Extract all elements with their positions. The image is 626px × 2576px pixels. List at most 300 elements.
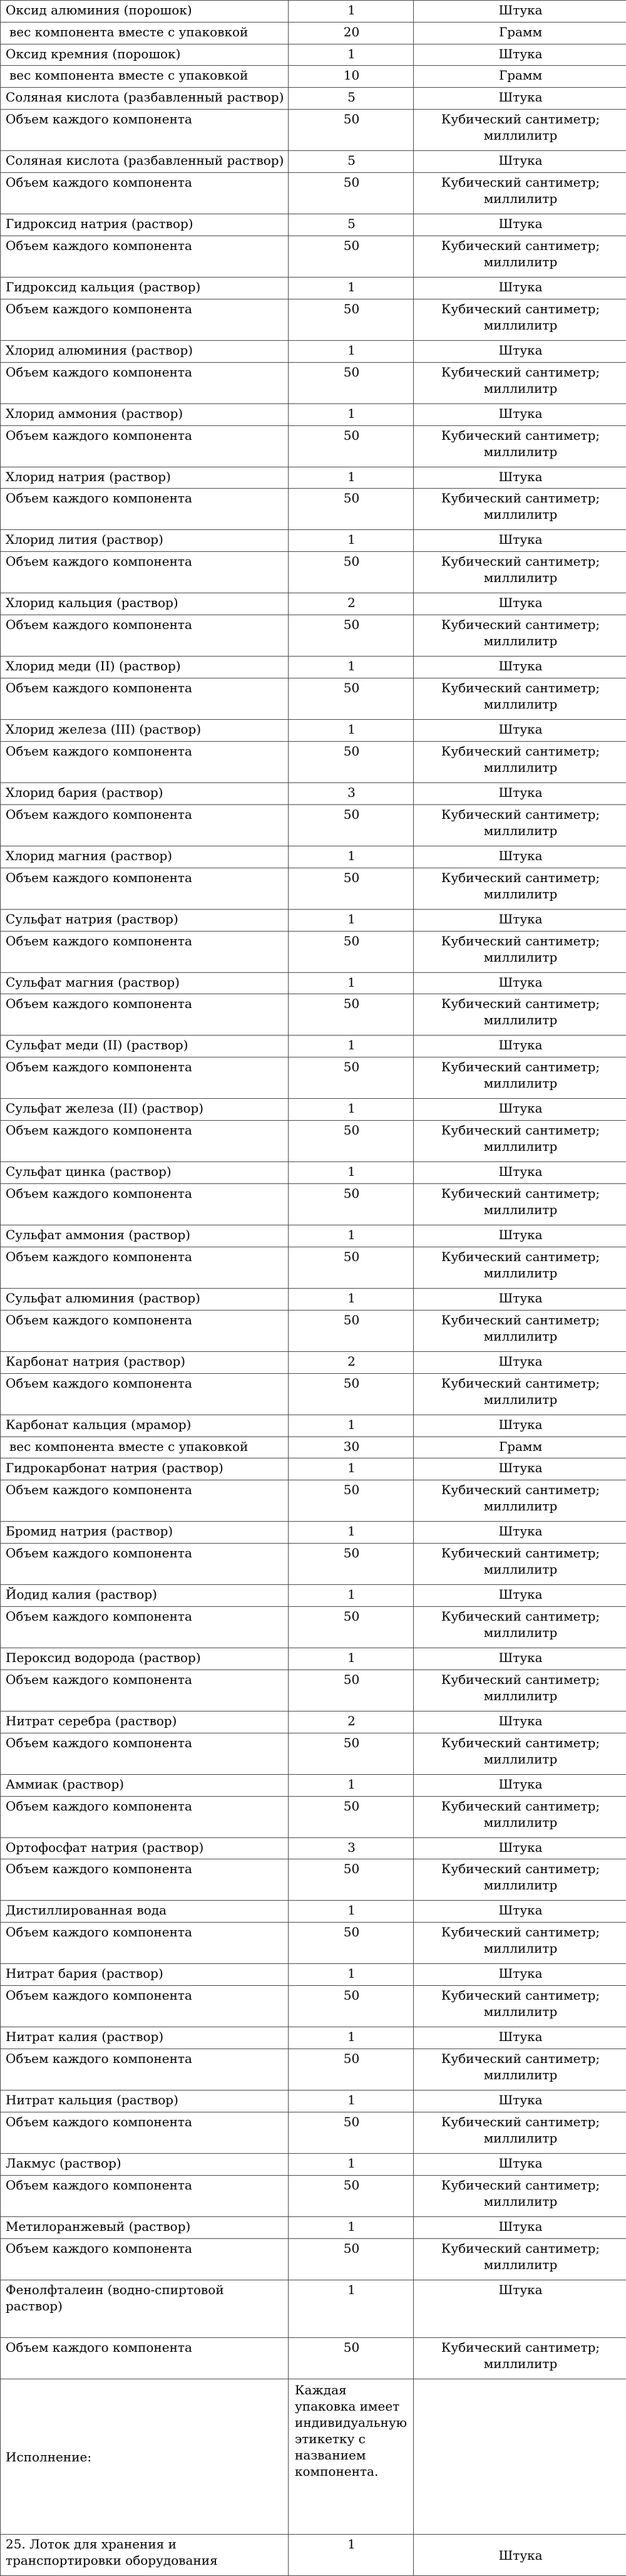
table-row xyxy=(1,1986,626,2027)
unit-cell: Кубический сантиметр; миллилитр xyxy=(414,425,626,467)
unit-cell: Кубический сантиметр; миллилитр xyxy=(414,2112,626,2153)
table-row xyxy=(1,1162,626,1184)
quantity-cell: 50 xyxy=(289,1670,414,1711)
table-row xyxy=(1,1057,626,1099)
quantity-cell: 1 xyxy=(289,972,414,994)
quantity-cell: 1 xyxy=(289,1458,414,1480)
component-name-cell: Объем каждого компонента xyxy=(1,489,289,530)
table-row xyxy=(1,362,626,403)
quantity-cell: 50 xyxy=(289,741,414,782)
table-row xyxy=(1,425,626,467)
unit-cell: Штука xyxy=(414,2027,626,2049)
table-row xyxy=(1,846,626,868)
component-name-cell: Объем каждого компонента xyxy=(1,1121,289,1162)
component-name-cell: Объем каждого компонента xyxy=(1,1923,289,1964)
component-name-cell: Объем каждого компонента xyxy=(1,236,289,277)
unit-cell: Штука xyxy=(414,151,626,173)
quantity-cell: 1 xyxy=(289,2090,414,2112)
quantity-cell: 1 xyxy=(289,909,414,931)
quantity-cell: 50 xyxy=(289,1184,414,1225)
unit-cell: Кубический сантиметр; миллилитр xyxy=(414,868,626,909)
component-name-cell: Объем каждого компонента xyxy=(1,741,289,782)
table-row xyxy=(1,22,626,44)
table-row xyxy=(1,530,626,552)
component-name-cell: Объем каждого компонента xyxy=(1,2175,289,2216)
unit-cell: Штука xyxy=(414,2280,626,2337)
component-name-cell: Объем каждого компонента xyxy=(1,1310,289,1351)
quantity-cell: 1 xyxy=(289,1225,414,1247)
component-name-cell: Объем каждого компонента xyxy=(1,1859,289,1901)
unit-cell: Кубический сантиметр; миллилитр xyxy=(414,173,626,214)
unit-cell: Кубический сантиметр; миллилитр xyxy=(414,299,626,340)
unit-cell: Кубический сантиметр; миллилитр xyxy=(414,994,626,1036)
unit-cell: Штука xyxy=(414,2534,626,2575)
table-row xyxy=(1,1733,626,1774)
component-name-cell: Метилоранжевый (раствор) xyxy=(1,2216,289,2238)
component-name-cell: Исполнение: xyxy=(1,2379,289,2534)
component-name-cell: вес компонента вместе с упаковкой xyxy=(1,66,289,88)
quantity-cell: 50 xyxy=(289,1480,414,1522)
unit-cell: Кубический сантиметр; миллилитр xyxy=(414,2175,626,2216)
unit-cell: Штука xyxy=(414,88,626,110)
table-row xyxy=(1,552,626,593)
unit-cell: Кубический сантиметр; миллилитр xyxy=(414,552,626,593)
component-name-cell: Гидроксид кальция (раствор) xyxy=(1,277,289,299)
component-name-cell: Объем каждого компонента xyxy=(1,1247,289,1288)
component-name-cell: Хлорид аммония (раствор) xyxy=(1,403,289,425)
component-name-cell: Объем каждого компонента xyxy=(1,2112,289,2153)
quantity-cell: 1 xyxy=(289,1162,414,1184)
table-row xyxy=(1,804,626,846)
table-row xyxy=(1,720,626,742)
table-row xyxy=(1,2238,626,2280)
table-row xyxy=(1,615,626,657)
quantity-cell: 2 xyxy=(289,593,414,615)
component-name-cell: Объем каждого компонента xyxy=(1,678,289,720)
table-row xyxy=(1,1774,626,1796)
component-name-cell: Гидрокарбонат натрия (раствор) xyxy=(1,1458,289,1480)
unit-cell: Штука xyxy=(414,593,626,615)
quantity-cell: 1 xyxy=(289,1415,414,1436)
component-name-cell: Объем каждого компонента xyxy=(1,615,289,657)
unit-cell: Штука xyxy=(414,1036,626,1057)
quantity-cell: 1 xyxy=(289,1648,414,1670)
quantity-cell: 50 xyxy=(289,1733,414,1774)
unit-cell: Кубический сантиметр; миллилитр xyxy=(414,1606,626,1648)
quantity-cell: 30 xyxy=(289,1436,414,1458)
unit-cell: Штука xyxy=(414,530,626,552)
quantity-cell: 50 xyxy=(289,1057,414,1099)
unit-cell: Кубический сантиметр; миллилитр xyxy=(414,1986,626,2027)
quantity-cell: 2 xyxy=(289,1711,414,1733)
component-name-cell: Нитрат кальция (раствор) xyxy=(1,2090,289,2112)
quantity-cell: 1 xyxy=(289,1774,414,1796)
table-row xyxy=(1,110,626,151)
table-row xyxy=(1,1373,626,1415)
table-row xyxy=(1,2153,626,2175)
table-row xyxy=(1,1522,626,1544)
unit-cell: Штука xyxy=(414,909,626,931)
unit-cell: Кубический сантиметр; миллилитр xyxy=(414,362,626,403)
quantity-cell: 3 xyxy=(289,1837,414,1859)
quantity-cell: 50 xyxy=(289,994,414,1036)
table-row xyxy=(1,299,626,340)
table-row xyxy=(1,1796,626,1837)
table-row xyxy=(1,931,626,972)
component-name-cell: Сульфат алюминия (раствор) xyxy=(1,1288,289,1310)
quantity-cell: 50 xyxy=(289,1121,414,1162)
quantity-cell: 3 xyxy=(289,782,414,804)
quantity-cell: 50 xyxy=(289,931,414,972)
component-name-cell: Йодид калия (раствор) xyxy=(1,1585,289,1607)
unit-cell: Кубический сантиметр; миллилитр xyxy=(414,2238,626,2280)
table-row xyxy=(1,214,626,236)
table-row xyxy=(1,2112,626,2153)
quantity-cell: 50 xyxy=(289,173,414,214)
table-row xyxy=(1,1351,626,1373)
specification-table-body xyxy=(1,1,626,2576)
unit-cell: Кубический сантиметр; миллилитр xyxy=(414,1733,626,1774)
table-row xyxy=(1,2280,626,2337)
table-row xyxy=(1,489,626,530)
quantity-cell: 1 xyxy=(289,1901,414,1923)
component-name-cell: Объем каждого компонента xyxy=(1,110,289,151)
unit-cell: Штука xyxy=(414,1964,626,1986)
unit-cell: Кубический сантиметр; миллилитр xyxy=(414,1373,626,1415)
table-row xyxy=(1,678,626,720)
quantity-cell: 1 xyxy=(289,467,414,489)
quantity-cell: 50 xyxy=(289,678,414,720)
quantity-cell: 50 xyxy=(289,1923,414,1964)
quantity-cell: 50 xyxy=(289,2175,414,2216)
component-name-cell: Объем каждого компонента xyxy=(1,2338,289,2379)
table-row xyxy=(1,1458,626,1480)
unit-cell: Штука xyxy=(414,277,626,299)
quantity-cell: 1 xyxy=(289,2027,414,2049)
component-name-cell: Хлорид бария (раствор) xyxy=(1,782,289,804)
table-row xyxy=(1,868,626,909)
table-row xyxy=(1,2027,626,2049)
unit-cell: Штука xyxy=(414,2090,626,2112)
quantity-cell: 50 xyxy=(289,552,414,593)
unit-cell: Грамм xyxy=(414,22,626,44)
component-name-cell: Соляная кислота (разбавленный раствор) xyxy=(1,88,289,110)
unit-cell: Грамм xyxy=(414,1436,626,1458)
quantity-cell: 50 xyxy=(289,1859,414,1901)
quantity-cell: 50 xyxy=(289,2338,414,2379)
quantity-cell: 5 xyxy=(289,214,414,236)
table-row xyxy=(1,1606,626,1648)
unit-cell: Кубический сантиметр; миллилитр xyxy=(414,1544,626,1585)
component-name-cell: Объем каждого компонента xyxy=(1,299,289,340)
unit-cell: Штука xyxy=(414,340,626,362)
component-name-cell: Хлорид натрия (раствор) xyxy=(1,467,289,489)
table-row xyxy=(1,1099,626,1121)
quantity-cell: 50 xyxy=(289,615,414,657)
table-row xyxy=(1,593,626,615)
quantity-cell: 50 xyxy=(289,2112,414,2153)
component-name-cell: Хлорид кальция (раствор) xyxy=(1,593,289,615)
table-row xyxy=(1,2216,626,2238)
table-row xyxy=(1,1225,626,1247)
quantity-cell: 1 xyxy=(289,2280,414,2337)
component-name-cell: Объем каждого компонента xyxy=(1,1606,289,1648)
quantity-cell: 1 xyxy=(289,1585,414,1607)
table-row xyxy=(1,403,626,425)
unit-cell: Штука xyxy=(414,1458,626,1480)
component-name-cell: Объем каждого компонента xyxy=(1,552,289,593)
unit-cell: Штука xyxy=(414,657,626,678)
unit-cell: Кубический сантиметр; миллилитр xyxy=(414,1796,626,1837)
quantity-cell: 1 xyxy=(289,2216,414,2238)
quantity-cell: 50 xyxy=(289,2049,414,2090)
quantity-cell: 1 xyxy=(289,1036,414,1057)
component-name-cell: Хлорид алюминия (раствор) xyxy=(1,340,289,362)
table-row xyxy=(1,1648,626,1670)
unit-cell: Кубический сантиметр; миллилитр xyxy=(414,1247,626,1288)
quantity-cell: 1 xyxy=(289,1522,414,1544)
component-name-cell: Лакмус (раствор) xyxy=(1,2153,289,2175)
component-name-cell: Объем каждого компонента xyxy=(1,1184,289,1225)
component-name-cell: Сульфат меди (II) (раствор) xyxy=(1,1036,289,1057)
quantity-cell: 1 xyxy=(289,44,414,66)
table-row xyxy=(1,1859,626,1901)
quantity-cell: 50 xyxy=(289,1796,414,1837)
table-row xyxy=(1,2338,626,2379)
unit-cell: Штука xyxy=(414,1837,626,1859)
quantity-cell: 5 xyxy=(289,151,414,173)
table-row xyxy=(1,909,626,931)
table-row xyxy=(1,173,626,214)
unit-cell: Кубический сантиметр; миллилитр xyxy=(414,110,626,151)
quantity-cell: 1 xyxy=(289,846,414,868)
quantity-cell: 2 xyxy=(289,1351,414,1373)
unit-cell: Штука xyxy=(414,1225,626,1247)
component-name-cell: Объем каждого компонента xyxy=(1,2049,289,2090)
quantity-cell: 50 xyxy=(289,804,414,846)
table-row xyxy=(1,1036,626,1057)
unit-cell: Штука xyxy=(414,1711,626,1733)
table-row xyxy=(1,782,626,804)
component-name-cell: Объем каждого компонента xyxy=(1,1986,289,2027)
unit-cell: Кубический сантиметр; миллилитр xyxy=(414,1121,626,1162)
table-row xyxy=(1,1901,626,1923)
table-row xyxy=(1,1436,626,1458)
component-name-cell: Хлорид меди (II) (раствор) xyxy=(1,657,289,678)
table-row xyxy=(1,2049,626,2090)
quantity-cell: 1 xyxy=(289,720,414,742)
component-name-cell: Соляная кислота (разбавленный раствор) xyxy=(1,151,289,173)
table-row xyxy=(1,1964,626,1986)
component-name-cell: Объем каждого компонента xyxy=(1,994,289,1036)
component-name-cell: Объем каждого компонента xyxy=(1,173,289,214)
unit-cell: Штука xyxy=(414,1162,626,1184)
component-name-cell: Объем каждого компонента xyxy=(1,1373,289,1415)
component-name-cell: вес компонента вместе с упаковкой xyxy=(1,1436,289,1458)
table-row xyxy=(1,1923,626,1964)
table-row xyxy=(1,66,626,88)
component-name-cell: вес компонента вместе с упаковкой xyxy=(1,22,289,44)
unit-cell: Кубический сантиметр; миллилитр xyxy=(414,615,626,657)
table-row xyxy=(1,1310,626,1351)
table-row xyxy=(1,1184,626,1225)
component-name-cell: Сульфат аммония (раствор) xyxy=(1,1225,289,1247)
unit-cell: Штука xyxy=(414,1774,626,1796)
unit-cell: Штука xyxy=(414,1288,626,1310)
quantity-cell: 50 xyxy=(289,2238,414,2280)
quantity-cell: 50 xyxy=(289,1373,414,1415)
component-name-cell: Бромид натрия (раствор) xyxy=(1,1522,289,1544)
unit-cell: Штука xyxy=(414,720,626,742)
table-row xyxy=(1,1670,626,1711)
table-row xyxy=(1,1544,626,1585)
component-name-cell: Нитрат калия (раствор) xyxy=(1,2027,289,2049)
unit-cell: Кубический сантиметр; миллилитр xyxy=(414,2049,626,2090)
execution-description-cell: Каждая упаковка имеет индивидуальную этикетку с названием компонента. xyxy=(289,2379,414,2534)
quantity-cell: 10 xyxy=(289,66,414,88)
unit-cell: Кубический сантиметр; миллилитр xyxy=(414,1184,626,1225)
quantity-cell: 50 xyxy=(289,362,414,403)
table-row xyxy=(1,467,626,489)
quantity-cell: 1 xyxy=(289,530,414,552)
table-row xyxy=(1,972,626,994)
table-row xyxy=(1,1837,626,1859)
component-name-cell: Объем каждого компонента xyxy=(1,2238,289,2280)
component-name-cell: Дистиллированная вода xyxy=(1,1901,289,1923)
unit-cell: Кубический сантиметр; миллилитр xyxy=(414,1480,626,1522)
quantity-cell: 1 xyxy=(289,657,414,678)
component-name-cell: Оксид кремния (порошок) xyxy=(1,44,289,66)
component-name-cell: Хлорид магния (раствор) xyxy=(1,846,289,868)
table-row xyxy=(1,88,626,110)
unit-cell: Штука xyxy=(414,2153,626,2175)
table-row xyxy=(1,1585,626,1607)
unit-cell: Штука xyxy=(414,1351,626,1373)
unit-cell: Штука xyxy=(414,1522,626,1544)
quantity-cell: 50 xyxy=(289,1247,414,1288)
component-name-cell: 25. Лоток для хранения и транспортировки оборудования xyxy=(1,2534,289,2575)
component-name-cell: Фенолфталеин (водно-спиртовой раствор) xyxy=(1,2280,289,2337)
unit-cell: Штука xyxy=(414,1099,626,1121)
table-row xyxy=(1,994,626,1036)
unit-cell: Кубический сантиметр; миллилитр xyxy=(414,1057,626,1099)
unit-cell: Грамм xyxy=(414,66,626,88)
unit-cell: Штука xyxy=(414,2216,626,2238)
unit-cell: Штука xyxy=(414,782,626,804)
component-name-cell: Объем каждого компонента xyxy=(1,1544,289,1585)
quantity-cell: 50 xyxy=(289,236,414,277)
component-name-cell: Нитрат бария (раствор) xyxy=(1,1964,289,1986)
unit-cell: Кубический сантиметр; миллилитр xyxy=(414,489,626,530)
component-name-cell: Сульфат магния (раствор) xyxy=(1,972,289,994)
component-name-cell: Объем каждого компонента xyxy=(1,931,289,972)
component-name-cell: Хлорид железа (III) (раствор) xyxy=(1,720,289,742)
component-name-cell: Объем каждого компонента xyxy=(1,1057,289,1099)
unit-cell: Кубический сантиметр; миллилитр xyxy=(414,236,626,277)
quantity-cell: 1 xyxy=(289,1964,414,1986)
component-name-cell: Объем каждого компонента xyxy=(1,1670,289,1711)
table-row xyxy=(1,1711,626,1733)
component-name-cell: Гидроксид натрия (раствор) xyxy=(1,214,289,236)
quantity-cell: 50 xyxy=(289,1544,414,1585)
component-name-cell: Аммиак (раствор) xyxy=(1,1774,289,1796)
unit-cell: Штука xyxy=(414,1,626,23)
unit-cell: Штука xyxy=(414,972,626,994)
table-row xyxy=(1,1,626,23)
quantity-cell: 50 xyxy=(289,1986,414,2027)
component-name-cell: Карбонат натрия (раствор) xyxy=(1,1351,289,1373)
quantity-cell: 1 xyxy=(289,1,414,23)
quantity-cell: 50 xyxy=(289,425,414,467)
quantity-cell: 1 xyxy=(289,277,414,299)
unit-cell: Кубический сантиметр; миллилитр xyxy=(414,1670,626,1711)
component-name-cell: Сульфат натрия (раствор) xyxy=(1,909,289,931)
component-name-cell: Объем каждого компонента xyxy=(1,362,289,403)
unit-cell: Кубический сантиметр; миллилитр xyxy=(414,804,626,846)
quantity-cell: 1 xyxy=(289,1288,414,1310)
table-row xyxy=(1,151,626,173)
unit-cell: Штука xyxy=(414,1585,626,1607)
quantity-cell: 50 xyxy=(289,1310,414,1351)
table-row xyxy=(1,657,626,678)
unit-cell: Штука xyxy=(414,1648,626,1670)
table-row xyxy=(1,2175,626,2216)
unit-cell: Кубический сантиметр; миллилитр xyxy=(414,1859,626,1901)
quantity-cell: 5 xyxy=(289,88,414,110)
table-row xyxy=(1,340,626,362)
component-name-cell: Объем каждого компонента xyxy=(1,425,289,467)
table-row xyxy=(1,2090,626,2112)
table-row xyxy=(1,44,626,66)
unit-cell xyxy=(414,2379,626,2534)
component-name-cell: Сульфат железа (II) (раствор) xyxy=(1,1099,289,1121)
quantity-cell: 1 xyxy=(289,1099,414,1121)
quantity-cell: 1 xyxy=(289,2153,414,2175)
table-row xyxy=(1,1247,626,1288)
unit-cell: Штука xyxy=(414,403,626,425)
quantity-cell: 20 xyxy=(289,22,414,44)
unit-cell: Кубический сантиметр; миллилитр xyxy=(414,931,626,972)
component-name-cell: Оксид алюминия (порошок) xyxy=(1,1,289,23)
table-row xyxy=(1,2379,626,2534)
table-row xyxy=(1,1288,626,1310)
unit-cell: Штука xyxy=(414,44,626,66)
component-name-cell: Объем каждого компонента xyxy=(1,868,289,909)
quantity-cell: 50 xyxy=(289,299,414,340)
table-row xyxy=(1,2534,626,2575)
quantity-cell: 50 xyxy=(289,868,414,909)
table-row xyxy=(1,1415,626,1436)
component-name-cell: Хлорид лития (раствор) xyxy=(1,530,289,552)
unit-cell: Штука xyxy=(414,846,626,868)
unit-cell: Штука xyxy=(414,1415,626,1436)
quantity-cell: 50 xyxy=(289,110,414,151)
component-name-cell: Сульфат цинка (раствор) xyxy=(1,1162,289,1184)
component-name-cell: Карбонат кальция (мрамор) xyxy=(1,1415,289,1436)
table-row xyxy=(1,277,626,299)
component-name-cell: Объем каждого компонента xyxy=(1,1796,289,1837)
quantity-cell: 50 xyxy=(289,489,414,530)
component-name-cell: Ортофосфат натрия (раствор) xyxy=(1,1837,289,1859)
quantity-cell: 50 xyxy=(289,1606,414,1648)
unit-cell: Кубический сантиметр; миллилитр xyxy=(414,1310,626,1351)
component-name-cell: Объем каждого компонента xyxy=(1,1480,289,1522)
quantity-cell: 1 xyxy=(289,340,414,362)
unit-cell: Штука xyxy=(414,467,626,489)
unit-cell: Кубический сантиметр; миллилитр xyxy=(414,678,626,720)
table-row xyxy=(1,236,626,277)
quantity-cell: 1 xyxy=(289,403,414,425)
